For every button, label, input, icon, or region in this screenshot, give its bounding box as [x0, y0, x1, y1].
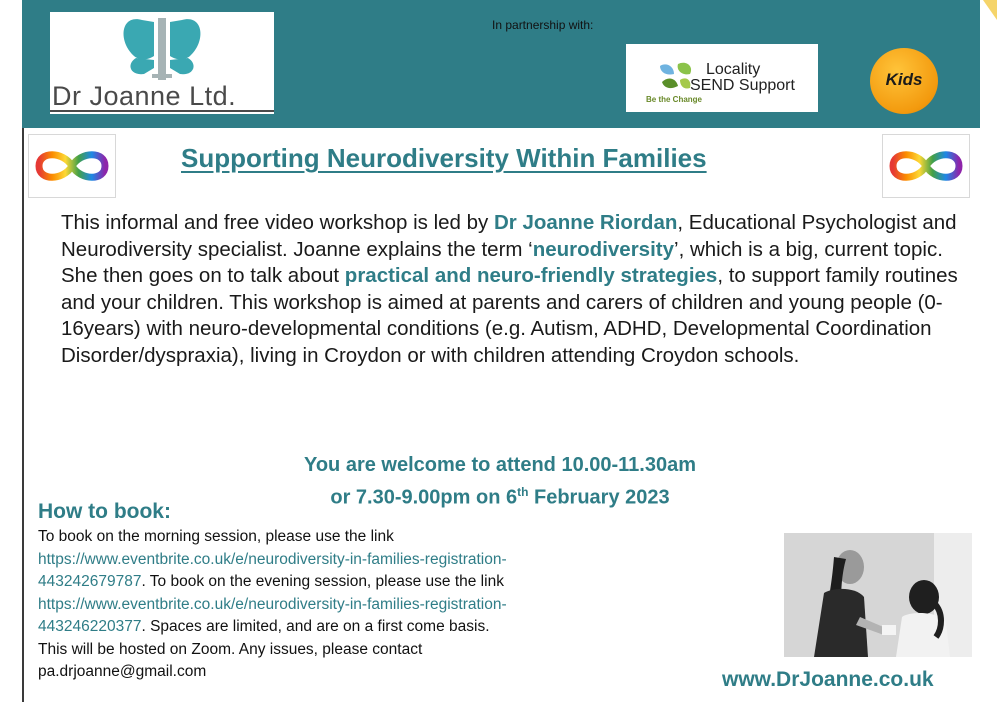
evening-session-link[interactable]: https://www.eventbrite.co.uk/e/neurodiversity-in-families-registration-443246220377: [38, 595, 507, 635]
morning-session-link[interactable]: https://www.eventbrite.co.uk/e/neurodiversity-in-families-registration-443242679787: [38, 550, 507, 590]
rainbow-infinity-icon: [29, 135, 115, 197]
psi-butterfly-icon: [50, 12, 274, 84]
booking-text: . To book on the evening session, please use the link: [141, 573, 504, 590]
intro-text: , Educational Psychologist and Neurodiversity specialist. Joanne explains the term ‘: [61, 211, 957, 261]
page-title: Supporting Neurodiversity Within Families: [181, 143, 707, 173]
session-line-1: You are welcome to attend 10.00-11.30am: [303, 454, 697, 476]
corner-mark: [983, 0, 997, 20]
presenter-name: Dr Joanne Riordan: [493, 211, 678, 234]
infinity-symbol-right: [882, 134, 970, 198]
booking-text: To book on the morning session, please use the link: [38, 528, 394, 545]
tagline: Be the Change: [646, 95, 703, 104]
session-line-2-text: or 7.30-9.00pm on 6: [330, 486, 518, 509]
session-line-2-date: February 2023: [528, 486, 670, 509]
locality-send-logo: [626, 44, 818, 112]
highlight-term: neurodiversity: [532, 237, 675, 261]
highlight-strategies: practical and neuro-friendly strategies: [344, 264, 718, 287]
how-to-book-heading: How to book:: [38, 500, 171, 523]
session-times: [240, 452, 760, 512]
kids-logo: [870, 48, 938, 114]
partnership-label: In partnership with:: [492, 18, 594, 32]
intro-paragraph: [61, 210, 961, 369]
session-line-2: [240, 479, 760, 512]
ordinal-suffix: th: [517, 485, 529, 499]
logo-name: Dr Joanne Ltd.: [50, 82, 274, 112]
locality-label: Locality: [706, 61, 761, 78]
rainbow-infinity-icon: [883, 135, 969, 197]
workshop-photo: [784, 533, 972, 657]
intro-text: This informal and free video workshop is led by: [61, 211, 494, 234]
intro-text: ’, which is a big, current topic. She then goes on to talk about: [61, 237, 943, 287]
kids-label: Kids: [885, 70, 923, 89]
dr-joanne-logo: [50, 12, 274, 114]
intro-text: , to support family routines and your children. This workshop is aimed at parents and carers of children and young people (0-16years) with neuro-developmental conditions (e.g. Autism, ADHD, Developmental Coordination Disorder/dyspraxia), living in Croydon or with children attending Croydon schools.: [61, 264, 958, 367]
send-support-label: SEND Support: [690, 77, 795, 94]
photo-illustration: [784, 533, 972, 657]
infinity-symbol-left: [28, 134, 116, 198]
booking-text: . Spaces are limited, and are on a first come basis. This will be hosted on Zoom. Any issues, please contact pa.drjoanne@gmail.com: [38, 618, 490, 680]
booking-instructions: [38, 526, 518, 684]
website-link[interactable]: www.DrJoanne.co.uk: [722, 668, 934, 691]
